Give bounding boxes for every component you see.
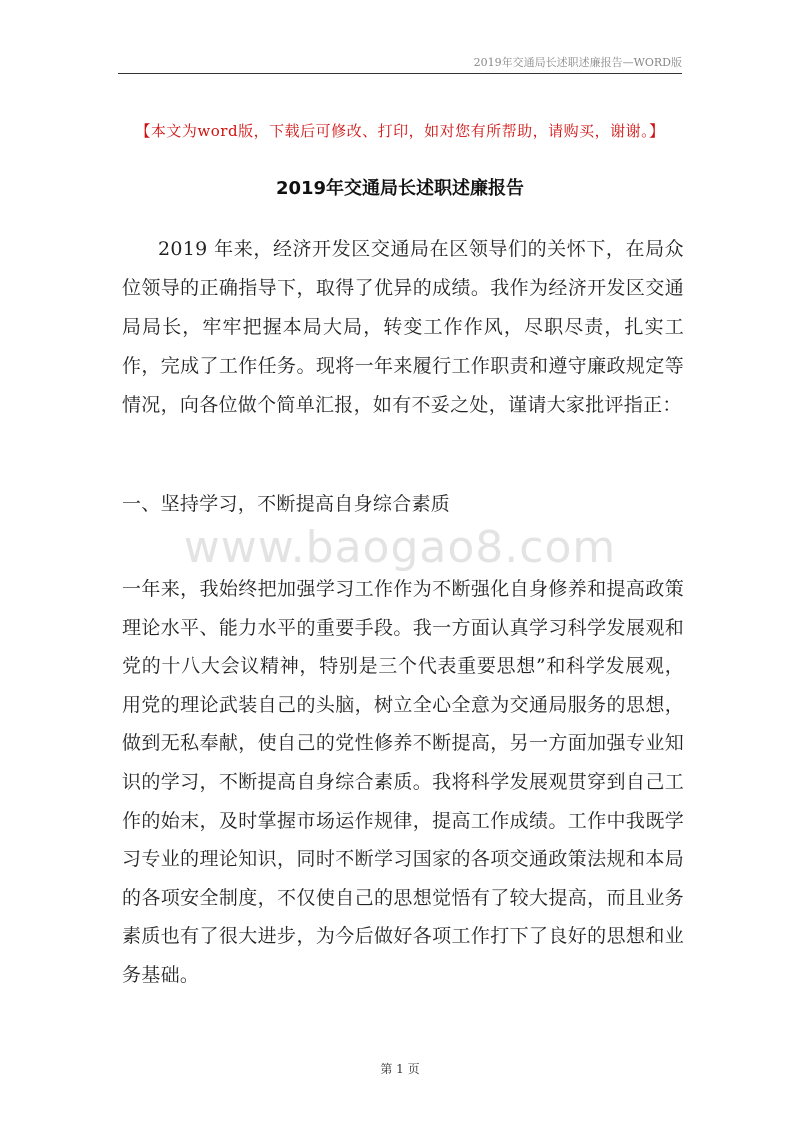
running-header-title: 2019年交通局长述职述廉报告—WORD版 (473, 56, 682, 69)
site-watermark: www.baogao8.com (183, 522, 617, 573)
page-number: 第 1 页 (380, 1062, 420, 1076)
intro-paragraph: 2019 年来，经济开发区交通局在区领导们的关怀下，在局众位领导的正确指导下，取得了优异的成绩。我作为经济开发区交通局局长，牢牢把握本局大局，转变工作作风，尽职尽责，扎实工作，完成了工作任务。现将一年来履行工作职责和遵守廉政规定等情况，向各位做个简单汇报，如有不妥之处，谨请大家批评指正： (122, 238, 684, 416)
section-heading: 一、坚持学习，不断提高自身综合素质 (122, 493, 451, 515)
document-title: 2019年交通局长述职述廉报告 (275, 178, 525, 199)
section-paragraph: 一年来，我始终把加强学习工作作为不断强化自身修养和提高政策理论水平、能力水平的重要手段。我一方面认真学习科学发展观和党的十八大会议精神，特别是三个代表重要思想”和科学发展观，用党的理论武装自己的头脑，树立全心全意为交通局服务的思想，做到无私奉献，使自己的党性修养不断提高，另一方面加强专业知识的学习，不断提高自身综合素质。我将科学发展观贯穿到自己工作的始末，及时掌握市场运作规律，提高工作成绩。工作中我既学习专业的理论知识，同时不断学习国家的各项交通政策法规和本局的各项安全制度，不仅使自己的思想觉悟有了较大提高，而且业务素质也有了很大进步，为今后做好各项工作打下了良好的思想和业务基础。 (122, 578, 684, 986)
header-rule (118, 73, 682, 74)
purchase-notice: 【本文为word版，下载后可修改、打印，如对您有所帮助，请购买，谢谢。】 (135, 122, 665, 140)
